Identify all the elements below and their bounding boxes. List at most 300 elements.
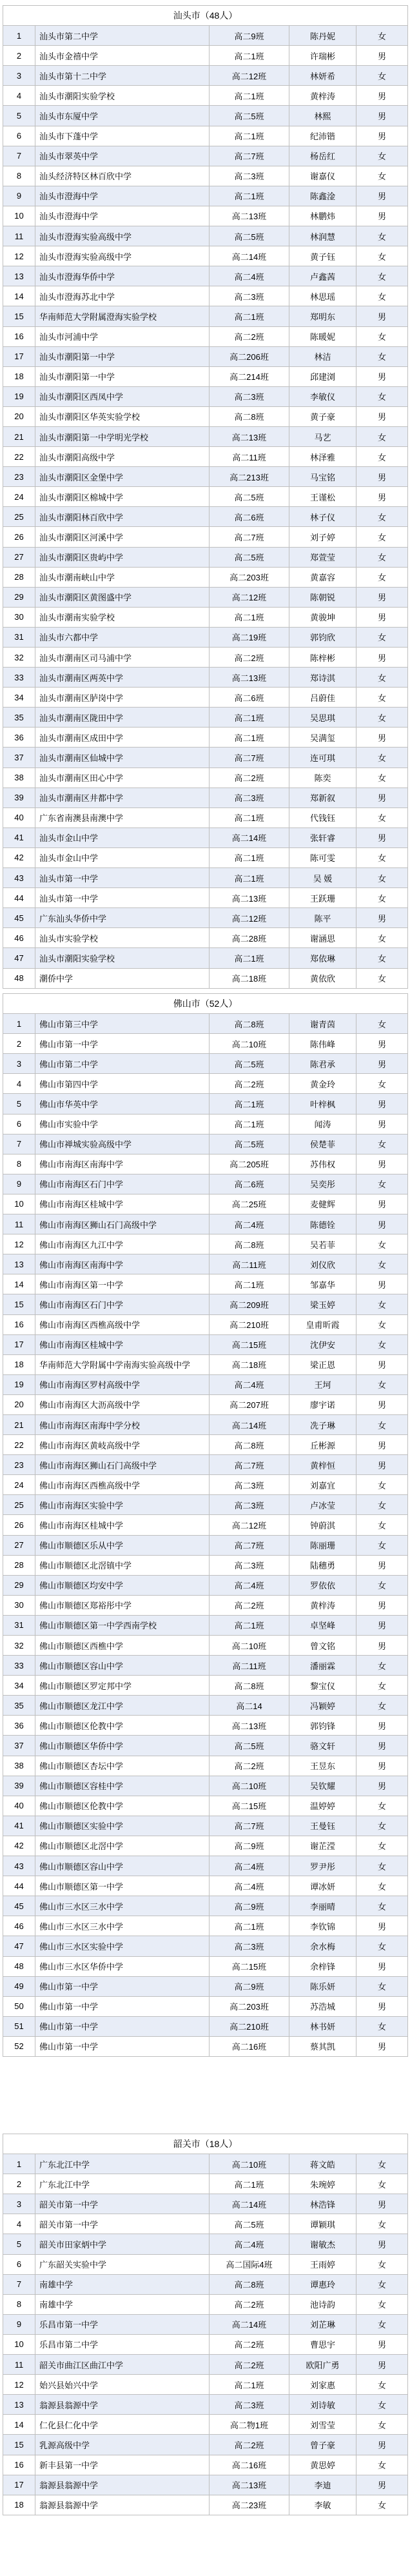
school-name: 韶关市曲江区曲江中学 — [35, 2355, 210, 2375]
city-section-title: 佛山市（52人） — [3, 994, 408, 1014]
gender: 男 — [356, 366, 408, 386]
row-index: 6 — [3, 126, 35, 146]
row-index: 14 — [3, 286, 35, 306]
class-name: 高二10班 — [210, 1034, 289, 1054]
student-name: 谭冰妍 — [289, 1876, 356, 1896]
table-row — [3, 2016, 408, 2036]
table-row — [3, 688, 408, 708]
city-roster-table — [3, 2134, 408, 2515]
class-name: 高二8班 — [210, 406, 289, 426]
student-name: 叶梓枫 — [289, 1094, 356, 1114]
school-name: 佛山市南海区西樵高级中学 — [35, 1314, 210, 1334]
school-name: 汕头市潮南峡山中学 — [35, 567, 210, 587]
school-name: 佛山市三水区三水中学 — [35, 1896, 210, 1916]
gender: 女 — [356, 847, 408, 867]
school-name: 佛山市南海区石门中学 — [35, 1294, 210, 1314]
student-name: 谭惠玲 — [289, 2274, 356, 2294]
class-name: 高二12班 — [210, 66, 289, 86]
student-name: 郑依琳 — [289, 948, 356, 968]
student-name: 苏伟权 — [289, 1154, 356, 1174]
table-row — [3, 1455, 408, 1475]
row-index: 37 — [3, 748, 35, 768]
row-index: 48 — [3, 968, 35, 988]
table-row — [3, 146, 408, 166]
student-name: 王谨松 — [289, 487, 356, 507]
gender: 女 — [356, 1294, 408, 1314]
school-name: 佛山市第一中学 — [35, 2036, 210, 2056]
gender: 女 — [356, 2174, 408, 2194]
school-name: 仁化县仁化中学 — [35, 2415, 210, 2435]
row-index: 3 — [3, 2194, 35, 2214]
row-index: 13 — [3, 2395, 35, 2415]
gender: 女 — [356, 447, 408, 467]
school-name: 佛山市南海区南海中学分校 — [35, 1414, 210, 1434]
gender: 男 — [356, 1956, 408, 1976]
row-index: 34 — [3, 688, 35, 708]
row-index: 12 — [3, 246, 35, 266]
student-name: 丘彬源 — [289, 1435, 356, 1455]
student-name: 刘雪莹 — [289, 2415, 356, 2435]
row-index: 26 — [3, 1515, 35, 1535]
gender: 女 — [356, 1575, 408, 1595]
school-name: 汕头经济特区林百欣中学 — [35, 166, 210, 186]
school-name: 佛山市南海区南海中学 — [35, 1254, 210, 1274]
table-row — [3, 2334, 408, 2354]
table-row — [3, 1976, 408, 1996]
gender: 男 — [356, 46, 408, 66]
gender: 女 — [356, 1475, 408, 1495]
table-row — [3, 708, 408, 728]
class-name: 高二12班 — [210, 587, 289, 607]
row-index: 10 — [3, 2334, 35, 2354]
row-index: 24 — [3, 487, 35, 507]
row-index: 5 — [3, 106, 35, 126]
class-name: 高二16班 — [210, 2455, 289, 2475]
class-name: 高二14班 — [210, 827, 289, 847]
student-name: 郑新叙 — [289, 788, 356, 807]
table-row — [3, 1876, 408, 1896]
gender: 女 — [356, 1816, 408, 1836]
school-name: 佛山市顺德区容桂中学 — [35, 1776, 210, 1796]
table-row — [3, 1956, 408, 1976]
table-row — [3, 1414, 408, 1434]
student-name: 李敏仪 — [289, 386, 356, 406]
table-row — [3, 2314, 408, 2334]
class-name: 高二16班 — [210, 2036, 289, 2056]
school-name: 汕头市澄海实验高级中学 — [35, 246, 210, 266]
student-name: 曹思宇 — [289, 2334, 356, 2354]
class-name: 高二3班 — [210, 386, 289, 406]
class-name: 高二2班 — [210, 2334, 289, 2354]
row-index: 11 — [3, 226, 35, 246]
table-row — [3, 968, 408, 988]
gender: 女 — [356, 1535, 408, 1555]
student-name: 潘丽霖 — [289, 1656, 356, 1676]
row-index: 15 — [3, 1294, 35, 1314]
gender: 女 — [356, 2294, 408, 2314]
class-name: 高二13班 — [210, 206, 289, 226]
student-name: 王曼钰 — [289, 1816, 356, 1836]
gender: 女 — [356, 888, 408, 908]
row-index: 4 — [3, 2214, 35, 2234]
table-row — [3, 728, 408, 748]
row-index: 49 — [3, 1976, 35, 1996]
class-name: 高二14班 — [210, 2314, 289, 2334]
row-index: 46 — [3, 1916, 35, 1936]
student-name: 曾文铭 — [289, 1636, 356, 1656]
row-index: 35 — [3, 1696, 35, 1716]
table-row — [3, 1134, 408, 1154]
student-name: 谢芷滢 — [289, 1836, 356, 1856]
class-name: 高二2班 — [210, 648, 289, 668]
student-name: 林熙 — [289, 106, 356, 126]
student-name: 陈奕 — [289, 768, 356, 788]
row-index: 4 — [3, 86, 35, 106]
gender: 女 — [356, 326, 408, 346]
gender: 女 — [356, 1414, 408, 1434]
gender: 女 — [356, 1134, 408, 1154]
school-name: 汕头市澄海苏北中学 — [35, 286, 210, 306]
class-name: 高二203班 — [210, 567, 289, 587]
class-name: 高二1班 — [210, 847, 289, 867]
student-name: 吕蔚佳 — [289, 688, 356, 708]
table-row — [3, 827, 408, 847]
student-name: 罗尹彤 — [289, 1856, 356, 1876]
gender: 男 — [356, 2355, 408, 2375]
gender: 男 — [356, 2036, 408, 2056]
student-name: 郭钧欣 — [289, 627, 356, 647]
class-name: 高二1班 — [210, 2375, 289, 2395]
gender: 男 — [356, 648, 408, 668]
class-name: 高二10班 — [210, 1636, 289, 1656]
student-name: 刘芷琳 — [289, 2314, 356, 2334]
table-row — [3, 547, 408, 567]
row-index: 5 — [3, 2234, 35, 2254]
table-row — [3, 1114, 408, 1134]
table-row — [3, 1996, 408, 2016]
school-name: 韶关市第一中学 — [35, 2194, 210, 2214]
table-row — [3, 1294, 408, 1314]
gender: 女 — [356, 1334, 408, 1354]
student-name: 刘仪欣 — [289, 1254, 356, 1274]
school-name: 韶关市第一中学 — [35, 2214, 210, 2234]
student-name: 郭钧锋 — [289, 1716, 356, 1736]
table-row — [3, 567, 408, 587]
class-name: 高二14班 — [210, 2194, 289, 2214]
table-row — [3, 86, 408, 106]
table-row — [3, 126, 408, 146]
class-name: 高二2班 — [210, 1756, 289, 1776]
row-index: 19 — [3, 386, 35, 406]
school-name: 汕头市潮阳区西凤中学 — [35, 386, 210, 406]
class-name: 高二3班 — [210, 166, 289, 186]
table-row — [3, 668, 408, 688]
gender: 男 — [356, 1154, 408, 1174]
student-name: 吴思琪 — [289, 708, 356, 728]
row-index: 43 — [3, 1856, 35, 1876]
class-name: 高二5班 — [210, 226, 289, 246]
row-index: 16 — [3, 326, 35, 346]
student-name: 林妍希 — [289, 66, 356, 86]
school-name: 佛山市华英中学 — [35, 1094, 210, 1114]
gender: 女 — [356, 2455, 408, 2475]
row-index: 27 — [3, 1535, 35, 1555]
table-row — [3, 106, 408, 126]
row-index: 16 — [3, 1314, 35, 1334]
student-name: 王跃珊 — [289, 888, 356, 908]
row-index: 45 — [3, 908, 35, 928]
table-row — [3, 807, 408, 827]
table-row — [3, 847, 408, 867]
class-name: 高二3班 — [210, 788, 289, 807]
class-name: 高二14班 — [210, 246, 289, 266]
class-name: 高二9班 — [210, 1896, 289, 1916]
student-name: 黄梓涛 — [289, 1595, 356, 1615]
school-name: 南雄中学 — [35, 2274, 210, 2294]
gender: 女 — [356, 2314, 408, 2334]
table-row — [3, 1555, 408, 1575]
student-name: 苏浩城 — [289, 1996, 356, 2016]
student-name: 郑明东 — [289, 306, 356, 326]
gender: 男 — [356, 2334, 408, 2354]
gender: 男 — [356, 1615, 408, 1635]
table-row — [3, 1054, 408, 1074]
gender: 女 — [356, 386, 408, 406]
table-row — [3, 2495, 408, 2515]
student-name: 沈伊安 — [289, 1334, 356, 1354]
school-name: 汕头市第十二中学 — [35, 66, 210, 86]
school-name: 汕头市第一中学 — [35, 868, 210, 888]
row-index: 44 — [3, 1876, 35, 1896]
school-name: 汕头市澄海实验高级中学 — [35, 226, 210, 246]
row-index: 28 — [3, 1555, 35, 1575]
gender: 男 — [356, 788, 408, 807]
gender: 男 — [356, 1354, 408, 1374]
school-name: 佛山市顺德区容山中学 — [35, 1656, 210, 1676]
student-name: 陈乐妍 — [289, 1976, 356, 1996]
class-name: 高二13班 — [210, 2475, 289, 2495]
table-row — [3, 1354, 408, 1374]
class-name: 高二12班 — [210, 908, 289, 928]
class-name: 高二1班 — [210, 728, 289, 748]
gender: 男 — [356, 1194, 408, 1214]
class-name: 高二203班 — [210, 1996, 289, 2016]
class-name: 高二7班 — [210, 748, 289, 768]
table-row — [3, 1374, 408, 1394]
class-name: 高二2班 — [210, 326, 289, 346]
row-index: 15 — [3, 2435, 35, 2455]
gender: 女 — [356, 807, 408, 827]
school-name: 汕头市潮阳第一中学 — [35, 366, 210, 386]
school-name: 佛山市顺德区北滘中学 — [35, 1836, 210, 1856]
row-index: 12 — [3, 1234, 35, 1254]
class-name: 高二物1班 — [210, 2415, 289, 2435]
student-name: 李丽晴 — [289, 1896, 356, 1916]
school-name: 汕头市潮南区成田中学 — [35, 728, 210, 748]
student-name: 谢敏杰 — [289, 2234, 356, 2254]
student-name: 王坷 — [289, 1374, 356, 1394]
gender: 男 — [356, 1214, 408, 1234]
table-row — [3, 1334, 408, 1354]
table-row — [3, 768, 408, 788]
class-name: 高二15班 — [210, 1956, 289, 1976]
class-name: 高二5班 — [210, 2214, 289, 2234]
row-index: 30 — [3, 607, 35, 627]
class-name: 高二3班 — [210, 1936, 289, 1956]
row-index: 35 — [3, 708, 35, 728]
gender: 男 — [356, 1054, 408, 1074]
row-index: 18 — [3, 2495, 35, 2515]
row-index: 39 — [3, 788, 35, 807]
student-name: 纪沛锴 — [289, 126, 356, 146]
row-index: 2 — [3, 2174, 35, 2194]
table-row — [3, 487, 408, 507]
gender: 女 — [356, 266, 408, 286]
school-name: 佛山市南海区石门中学 — [35, 1174, 210, 1194]
school-name: 翁源县翁源中学 — [35, 2475, 210, 2495]
table-row — [3, 1595, 408, 1615]
row-index: 1 — [3, 1014, 35, 1034]
gender: 女 — [356, 1896, 408, 1916]
gender: 女 — [356, 2254, 408, 2274]
table-row — [3, 507, 408, 527]
student-name: 余梓锋 — [289, 1956, 356, 1976]
class-name: 高二1班 — [210, 306, 289, 326]
gender: 女 — [356, 1876, 408, 1896]
student-name: 侯楚菲 — [289, 1134, 356, 1154]
school-name: 汕头市潮阳实验学校 — [35, 86, 210, 106]
school-name: 汕头市潮阳第一中学 — [35, 346, 210, 366]
class-name: 高二8班 — [210, 1234, 289, 1254]
student-name: 梁正恩 — [289, 1354, 356, 1374]
row-index: 9 — [3, 186, 35, 206]
table-row — [3, 1716, 408, 1736]
gender: 女 — [356, 286, 408, 306]
school-name: 汕头市金山中学 — [35, 847, 210, 867]
gender: 男 — [356, 186, 408, 206]
class-name: 高二1班 — [210, 868, 289, 888]
row-index: 14 — [3, 2415, 35, 2435]
student-name: 陈德铨 — [289, 1214, 356, 1234]
student-name: 刘嘉宜 — [289, 1475, 356, 1495]
class-name: 高二1班 — [210, 86, 289, 106]
table-row — [3, 2375, 408, 2395]
table-row — [3, 1615, 408, 1635]
row-index: 1 — [3, 2154, 35, 2174]
gender: 女 — [356, 1174, 408, 1194]
school-name: 汕头市下蓬中学 — [35, 126, 210, 146]
school-name: 佛山市三水区华侨中学 — [35, 1956, 210, 1976]
row-index: 7 — [3, 2274, 35, 2294]
table-row — [3, 2415, 408, 2435]
class-name: 高二210班 — [210, 2016, 289, 2036]
class-name: 高二1班 — [210, 1094, 289, 1114]
class-name: 高二2班 — [210, 2435, 289, 2455]
table-row — [3, 748, 408, 768]
class-name: 高二7班 — [210, 146, 289, 166]
student-name: 黄梓涛 — [289, 86, 356, 106]
school-name: 汕头市潮南实验学校 — [35, 607, 210, 627]
student-name: 吴钦耀 — [289, 1776, 356, 1796]
student-name: 谢涵思 — [289, 928, 356, 948]
row-index: 16 — [3, 2455, 35, 2475]
row-index: 26 — [3, 527, 35, 547]
gender: 女 — [356, 1074, 408, 1094]
class-name: 高二2班 — [210, 2294, 289, 2314]
row-index: 42 — [3, 1836, 35, 1856]
school-name: 汕头市东厦中学 — [35, 106, 210, 126]
class-name: 高二13班 — [210, 888, 289, 908]
school-name: 汕头市六都中学 — [35, 627, 210, 647]
table-row — [3, 2455, 408, 2475]
student-name: 朱琬婷 — [289, 2174, 356, 2194]
student-name: 王雨婷 — [289, 2254, 356, 2274]
table-row — [3, 26, 408, 46]
table-row — [3, 928, 408, 948]
school-name: 汕头市金禧中学 — [35, 46, 210, 66]
row-index: 33 — [3, 668, 35, 688]
student-name: 黄梓恒 — [289, 1455, 356, 1475]
table-row — [3, 2154, 408, 2174]
school-name: 佛山市南海区大沥高级中学 — [35, 1394, 210, 1414]
student-name: 卢冰莹 — [289, 1495, 356, 1515]
row-index: 41 — [3, 827, 35, 847]
class-name: 高二207班 — [210, 1394, 289, 1414]
class-name: 高二5班 — [210, 106, 289, 126]
student-name: 卓坚峰 — [289, 1615, 356, 1635]
class-name: 高二5班 — [210, 1134, 289, 1154]
gender: 女 — [356, 2395, 408, 2415]
student-name: 王昱东 — [289, 1756, 356, 1776]
row-index: 23 — [3, 467, 35, 487]
class-name: 高二1班 — [210, 607, 289, 627]
gender: 男 — [356, 1455, 408, 1475]
row-index: 17 — [3, 2475, 35, 2495]
table-row — [3, 66, 408, 86]
table-row — [3, 1214, 408, 1234]
table-row — [3, 166, 408, 186]
student-name: 陈丽珊 — [289, 1535, 356, 1555]
row-index: 21 — [3, 1414, 35, 1434]
row-index: 14 — [3, 1274, 35, 1294]
class-name: 高二7班 — [210, 1816, 289, 1836]
row-index: 30 — [3, 1595, 35, 1615]
school-name: 佛山市第一中学 — [35, 1996, 210, 2016]
table-row — [3, 1575, 408, 1595]
school-name: 佛山市第一中学 — [35, 2016, 210, 2036]
gender: 女 — [356, 1014, 408, 1034]
row-index: 10 — [3, 206, 35, 226]
student-name: 代钱钰 — [289, 807, 356, 827]
class-name: 高二7班 — [210, 1535, 289, 1555]
row-index: 47 — [3, 1936, 35, 1956]
gender: 男 — [356, 827, 408, 847]
student-name: 陈丹妮 — [289, 26, 356, 46]
student-name: 林思瑶 — [289, 286, 356, 306]
student-name: 陈平 — [289, 908, 356, 928]
row-index: 8 — [3, 166, 35, 186]
table-row — [3, 1495, 408, 1515]
table-row — [3, 366, 408, 386]
school-name: 佛山市第二中学 — [35, 1054, 210, 1074]
row-index: 32 — [3, 1636, 35, 1656]
student-name: 陈伟峰 — [289, 1034, 356, 1054]
table-row — [3, 186, 408, 206]
table-row — [3, 467, 408, 487]
class-name: 高二5班 — [210, 1054, 289, 1074]
row-index: 6 — [3, 2254, 35, 2274]
gender: 女 — [356, 968, 408, 988]
